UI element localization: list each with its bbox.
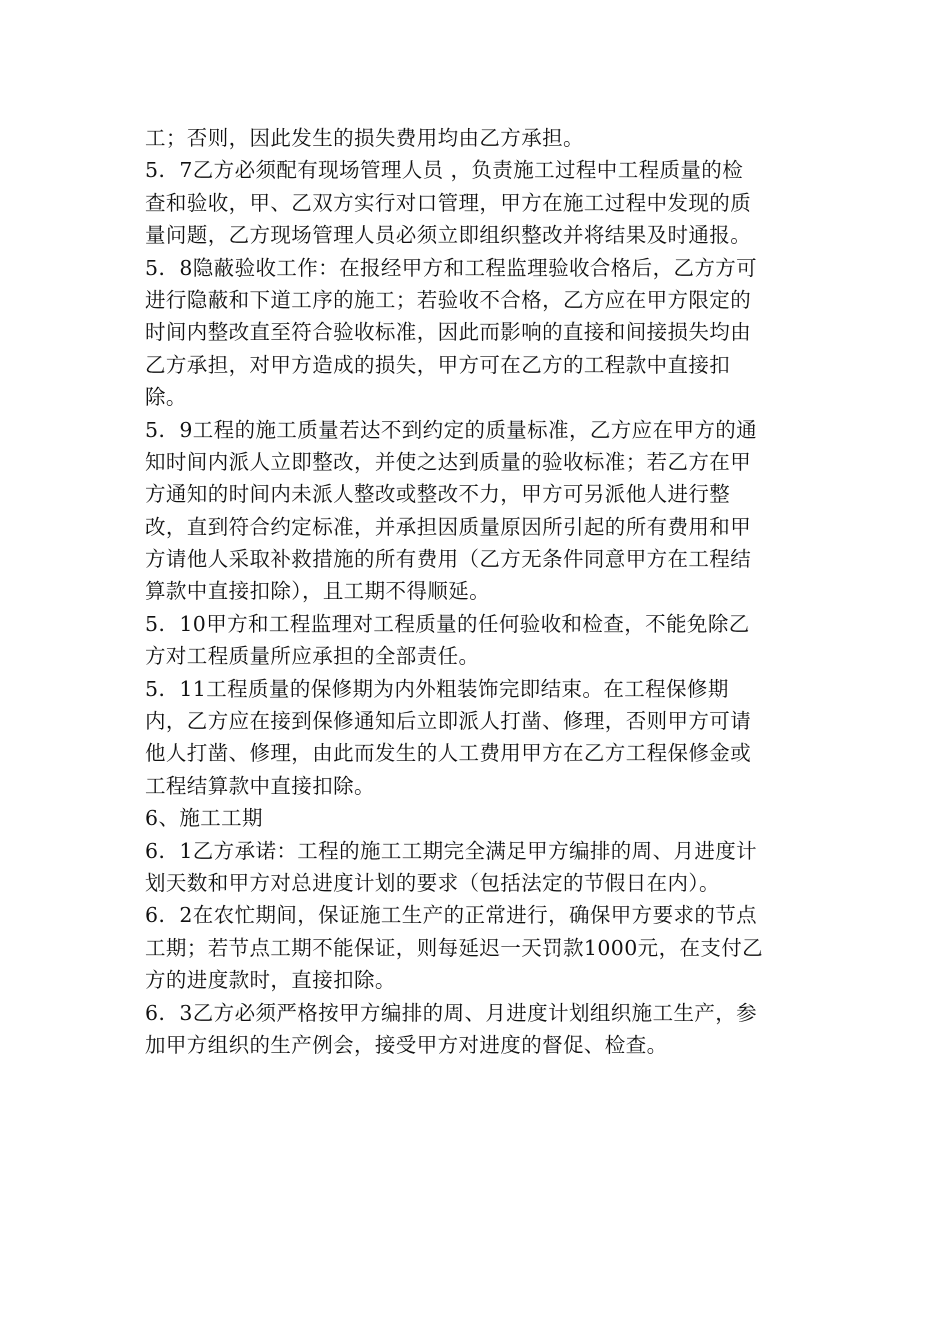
text-line: 改，直到符合约定标准，并承担因质量原因所引起的所有费用和甲 <box>145 514 752 539</box>
text-line: 算款中直接扣除），且工期不得顺延。 <box>145 579 491 604</box>
text-line: 6．3乙方必须严格按甲方编排的周、月进度计划组织施工生产，参 <box>145 1000 758 1025</box>
text-line: 进行隐蔽和下道工序的施工；若验收不合格，乙方应在甲方限定的 <box>145 287 752 312</box>
text-line: 方请他人采取补救措施的所有费用（乙方无条件同意甲方在工程结 <box>145 547 752 572</box>
text-line: 除。 <box>145 385 187 410</box>
text-line: 6．2在农忙期间，保证施工生产的正常进行，确保甲方要求的节点 <box>145 903 758 928</box>
text-line: 工程结算款中直接扣除。 <box>145 773 375 798</box>
text-line: 5．9工程的施工质量若达不到约定的质量标准，乙方应在甲方的通 <box>145 417 758 442</box>
section-heading: 6、施工工期 <box>145 806 263 831</box>
text-line: 知时间内派人立即整改，并使之达到质量的验收标准；若乙方在甲 <box>145 449 752 474</box>
text-line: 方的进度款时，直接扣除。 <box>145 968 396 993</box>
text-line: 5．7乙方必须配有现场管理人员 ，负责施工过程中工程质量的检 <box>145 158 744 183</box>
document-body <box>145 122 815 1061</box>
text-line: 他人打凿、修理，由此而发生的人工费用甲方在乙方工程保修金或 <box>145 741 752 766</box>
text-line: 工；否则，因此发生的损失费用均由乙方承担。 <box>145 126 584 150</box>
text-line: 工期；若节点工期不能保证，则每延迟一天罚款1000元，在支付乙 <box>145 935 764 960</box>
text-line: 划天数和甲方对总进度计划的要求（包括法定的节假日在内）。 <box>145 870 720 895</box>
text-line: 方通知的时间内未派人整改或整改不力，甲方可另派他人进行整 <box>145 482 731 507</box>
text-line: 方对工程质量所应承担的全部责任。 <box>145 644 480 669</box>
text-line: 5．10甲方和工程监理对工程质量的任何验收和检查，不能免除乙 <box>145 611 750 636</box>
text-line: 5．8隐蔽验收工作：在报经甲方和工程监理验收合格后，乙方方可 <box>145 255 758 280</box>
text-line: 时间内整改直至符合验收标准，因此而影响的直接和间接损失均由 <box>145 320 752 345</box>
text-line: 6．1乙方承诺：工程的施工工期完全满足甲方编排的周、月进度计 <box>145 838 758 863</box>
text-line: 加甲方组织的生产例会，接受甲方对进度的督促、检查。 <box>145 1032 668 1057</box>
text-line: 内，乙方应在接到保修通知后立即派人打凿、修理，否则甲方可请 <box>145 709 752 734</box>
text-line: 量问题，乙方现场管理人员必须立即组织整改并将结果及时通报。 <box>145 223 752 248</box>
text-line: 查和验收，甲、乙双方实行对口管理，甲方在施工过程中发现的质 <box>145 190 752 215</box>
text-line: 乙方承担，对甲方造成的损失，甲方可在乙方的工程款中直接扣 <box>145 352 731 377</box>
text-line: 5．11工程质量的保修期为内外粗装饰完即结束。在工程保修期 <box>145 676 729 701</box>
